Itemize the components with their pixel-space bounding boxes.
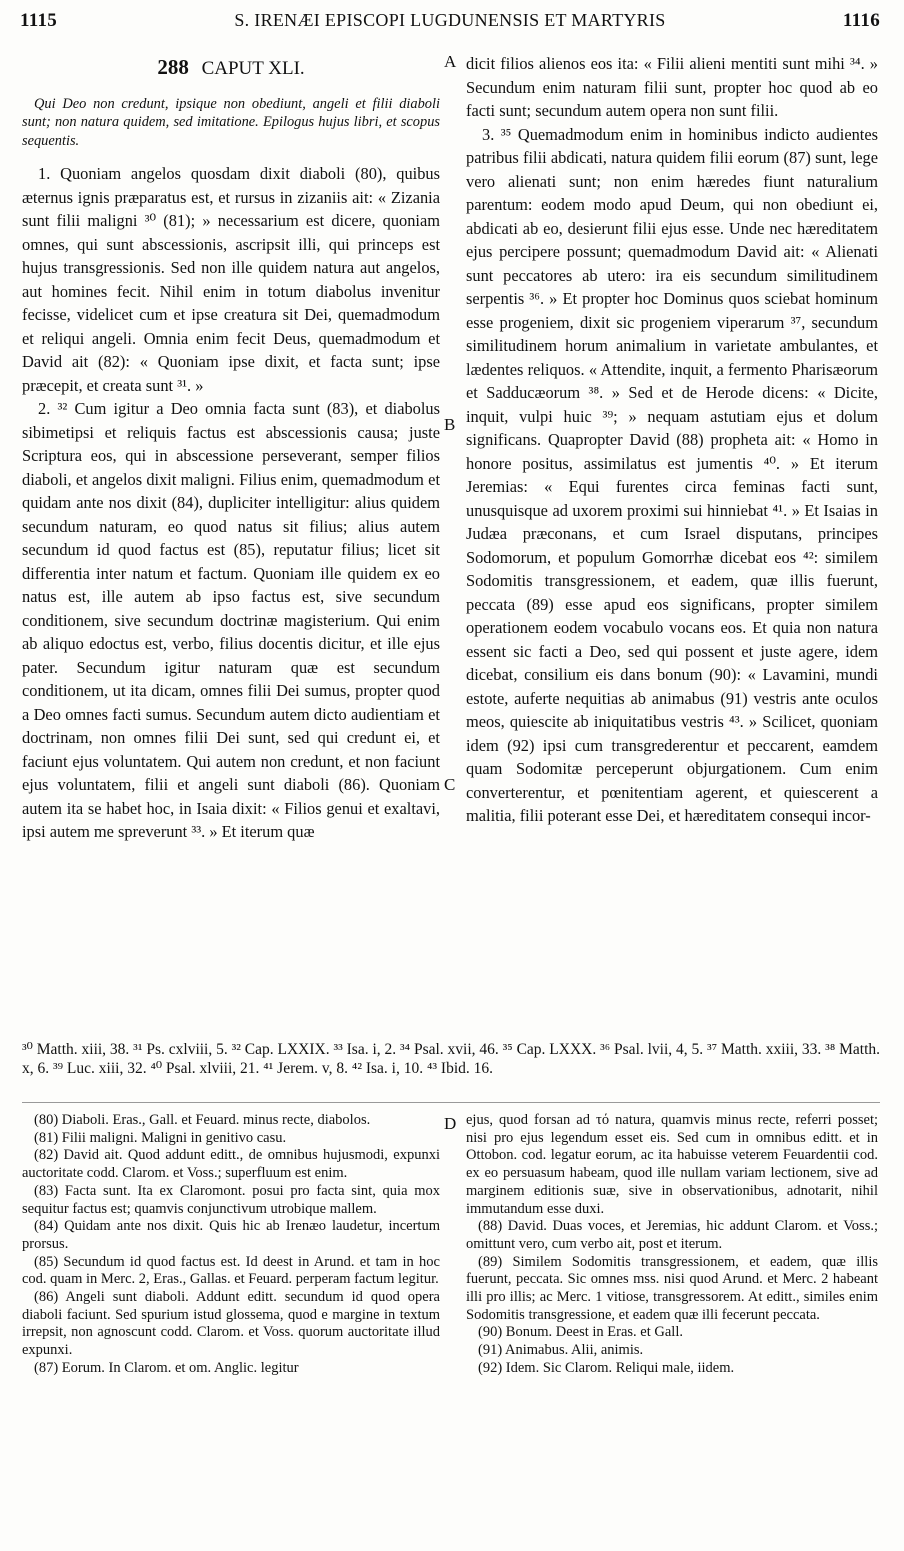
paragraph-2: 2. ³² Cum igitur a Deo omnia facta sunt (83), et diabolus sibimetipsi et reliquis factus est abscessionis causa; juste Scriptura eos, qui in abscessione perseverant, semper filios diaboli, et angelos dixit maligni. Filius enim, quemadmodum et quidam ante nos dixit (84), dupliciter intelligitur: alius quidem secundum naturam, eo quod natus sit filius; alius autem secundum id quod factus est (85), reputatur filius; licet sit differentia inter natum et factum. Quoniam ille quidem ex eo natus est, ille autem ab ipso factus est, sive secundum conditionem, sive secundum doctrinæ magisterium. Qui enim ab aliquo edoctus est, verbo, filius docentis dicitur, et ille ejus pater. Secundum igitur naturam quæ est secundum conditionem, ut ita dicam, omnes filii Dei sumus, propter quod a Deo omnes facti sumus. Secundum autem dicto audientiam et doctrinam, non omnes filii Dei sunt, sed qui credunt ei, et faciunt ejus voluntatem. Qui autem non credunt, et non faciunt ejus voluntatem, filii et angeli sunt diaboli (86). Quoniam autem ita se habet hoc, in Isaia dixit: « Filios genui et exaltavi, ipsi autem me spreverunt ³³. » Et iterum quæ [22, 399, 440, 841]
main-text-left-column [22, 52, 440, 844]
running-header [20, 6, 880, 36]
note-80: (80) Diaboli. Eras., Gall. et Feuard. minus recte, diabolos. [34, 1112, 371, 1128]
note-87-continuation: ejus, quod forsan ad τό natura, quamvis minus recte, referri posset; nisi pro ejus legendum esset eis. Sed cum in omnibus editt. et in Ottobon. cod. legatur eorum, ac ita habuisse veterem Feuardentii cod. ex eo persuasum habeam, quod ille nullam variam lectionem, sive ad marginem editionis suæ, sive in observationibus, adnotarit, nihil immutandum esse duxi. [466, 1112, 878, 1217]
margin-letter-a: A [444, 52, 457, 71]
note-81: (81) Filii maligni. Maligni in genitivo casu. [34, 1129, 287, 1146]
note-83: (83) Facta sunt. Ita ex Claromont. posui pro facta sint, quia mox sequitur factus est; quamvis conjunctivum utrobique mallem. [22, 1182, 440, 1217]
chapter-title: CAPUT XLI. [201, 58, 305, 79]
note-91: (91) Animabus. Alii, animis. [478, 1342, 644, 1359]
notes-left-column [22, 1112, 440, 1378]
note-88: (88) David. Duas voces, et Jeremias, hic addunt Clarom. et Voss.; omittunt vero, cum verbo ait, post et iterum. [466, 1218, 878, 1252]
margin-letter-b: B [444, 415, 456, 434]
scripture-references: ³⁰ Matth. xiii, 38. ³¹ Ps. cxlviii, 5. ³² Cap. LXXIX. ³³ Isa. i, 2. ³⁴ Psal. xvii, 46. ³⁵ Cap. LXXX. ³⁶ Psal. lvii, 4, 5. ³⁷ Matth. xxiii, 33. ³⁸ Matth. x, 6. ³⁹ Luc. xiii, 32. ⁴⁰ Psal. xlviii, 21. ⁴¹ Jerem. v, 8. ⁴² Isa. i, 10. ⁴³ Ibid. 16. [22, 1041, 880, 1077]
paragraph-continuation: dicit filios alienos eos ita: « Filii alieni mentiti sunt mihi ³⁴. » Secundum enim naturam filii sunt, propter hoc quod ab eo facti sunt; secundum autem opera non sunt filii. [466, 54, 878, 120]
chapter-number: 288 [157, 55, 189, 79]
chapter-heading [22, 56, 440, 81]
note-82: (82) David ait. Quod addunt editt., de omnibus hujusmodi, expunxi auctoritate codd. Clarom. et Voss.; superfluum est enim. [22, 1147, 440, 1182]
margin-letter-c: C [444, 775, 456, 794]
chapter-summary: Qui Deo non credunt, ipsique non obediunt, angeli et filii diaboli sunt; non natura quidem, sed imitatione. Epilogus hujus libri, et scopus sequentis. [22, 95, 440, 149]
paragraph-3: 3. ³⁵ Quemadmodum enim in hominibus indicto audientes patribus filii abdicati, natura quidem filii eorum (87) sunt, lege vero alienati sunt; non enim hæredes fiunt naturalium parentum: eodem modo apud Deum, qui non obediunt ei, abdicati ab eo, desierunt filii ejus esse. Unde nec hæreditatem ejus percipere possunt; quemadmodum David ait: « Alienati sunt peccatores ab utero: ira eis secundum similitudinem serpentis ³⁶. » Et propter hoc Dominus quos sciebat hominum esse progeniem, dixit sic progeniem viperarum ³⁷, secundum similitudinem horum animalium in varietate ambulantes, et lædentes reliquos. « Attendite, inquit, a fermento Pharisæorum et Sadducæorum ³⁸. » Sed et de Herode dicens: « Dicite, inquit, vulpi huic ³⁹; » nequam astutiam ejus et dolum significans. Quapropter David (88) propheta ait: « Homo in honore positus, assimilatus est jumentis ⁴⁰. » Et iterum Jeremias: « Equi furentes circa feminas facti sunt, unusquisque ad uxorem proximi sui hinniebat ⁴¹. » Et Isaias in Judæa præconans, et cum Israel disputans, principes Sodomorum, et populum Gomorrhæ dicebat eos ⁴²: similem Sodomitis transgressionem, et eadem, quæ illis fuerunt, peccata (89) esse apud eos significans, propter similem operationem eodem vocabulo vocans eos. Et quia non natura essent sic facti a Deo, sed qui possent et juste agere, idem dicebat, consilium eis dans bonum (90): « Lavamini, mundi estote, auferte nequitias ab animabus (91) vestris ante oculos meos, quiescite ab iniquitatibus vestris ⁴³. » Scilicet, quoniam idem (92) ipsi cum transgrederentur et peccarent, eamdem quam Sodomitæ perceperunt objurgationem. Cum enim converterentur, et pœnitentiam agerent, et quiescerent a malitia, filii poterant esse Dei, et hæreditatem consequi incor- [466, 124, 878, 825]
paragraph-1: 1. Quoniam angelos quosdam dixit diaboli (80), quibus æternus ignis præparatus est, et rursus in zizaniis ait: « Zizania sunt filii maligni ³⁰ (81); » necessarium est dicere, quoniam omnes, qui sunt abscessionis, ascripsit illi, qui princeps est hujus transgressionis. Sed non ille quidem natura aut angelos, aut homines fecit. Nihil enim in totum diabolus invenitur fecisse, videlicet cum et ipse creatura sit Dei, quemadmodum et reliqui angeli. Omnia enim fecit Deus, quemadmodum et David ait (82): « Quoniam ipse dixit, et facta sunt; ipse præcepit, et creata sunt ³¹. » [22, 164, 440, 395]
margin-letter-d: D [444, 1114, 457, 1133]
page-number-right: 1116 [842, 10, 880, 31]
note-87: (87) Eorum. In Clarom. et om. Anglic. legitur [34, 1359, 299, 1376]
note-90: (90) Bonum. Deest in Eras. et Gall. [478, 1324, 683, 1341]
note-86: (86) Angeli sunt diaboli. Addunt editt. secundum id quod opera diaboli faciunt. Sed spurium istud glossema, quod e margine in textum irrepsit, non agnoscunt codd. Clarom. et Voss. quorum auctoritate illud expunxi. [22, 1289, 440, 1359]
notes-right-column [466, 1112, 878, 1378]
notes-divider [22, 1102, 880, 1103]
note-89: (89) Similem Sodomitis transgressionem, et eadem, quæ illis fuerunt, peccata. Sic omnes mss. nisi quod Arund. et Merc. 2 habeant illi pro illis; ac Merc. 1 vitiose, transgressorem. At editt., similes enim Sodomitis transgressione, et eadem quæ illi fecerunt peccata. [466, 1253, 878, 1323]
main-text-right-column [466, 52, 878, 828]
note-85: (85) Secundum id quod factus est. Id deest in Arund. et tam in hoc cod. quam in Merc. 2, Eras., Gallas. et Feuard. perperam factum legitur. [22, 1253, 440, 1288]
note-92: (92) Idem. Sic Clarom. Reliqui male, iidem. [478, 1359, 735, 1376]
page-number-left: 1115 [20, 10, 58, 31]
running-title: S. IRENÆI EPISCOPI LUGDUNENSIS ET MARTYRIS [234, 10, 666, 30]
note-84: (84) Quidam ante nos dixit. Quis hic ab Irenæo laudetur, incertum prorsus. [22, 1218, 440, 1252]
